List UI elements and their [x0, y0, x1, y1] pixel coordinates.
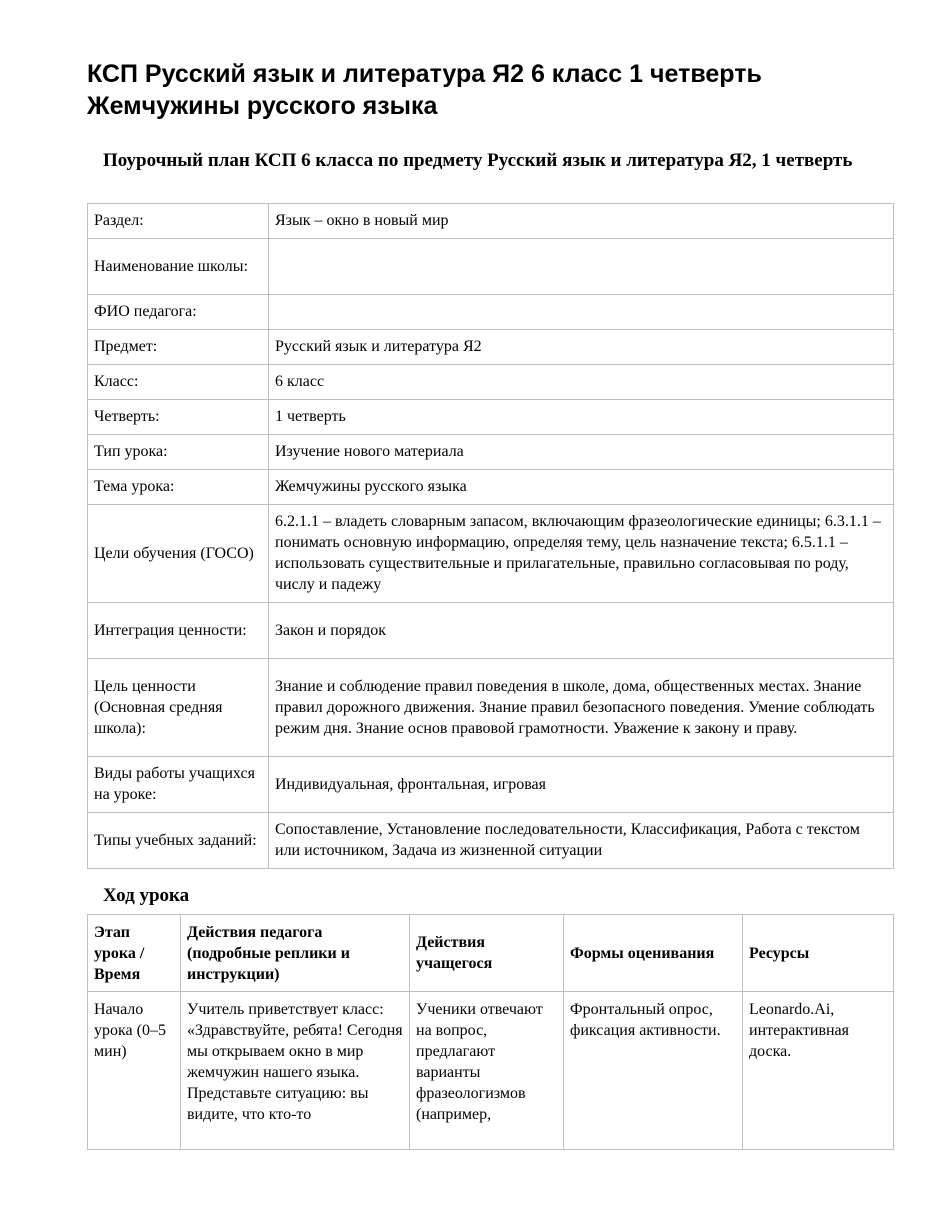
table-row — [88, 992, 894, 1150]
info-label: Предмет: — [88, 330, 269, 365]
info-value: Индивидуальная, фронтальная, игровая — [269, 757, 894, 813]
lesson-table-header-row — [88, 915, 894, 992]
info-label: Тип урока: — [88, 435, 269, 470]
info-value — [269, 239, 894, 295]
info-label: Цель ценности (Основная средняя школа): — [88, 659, 269, 757]
info-value: Сопоставление, Установление последовательности, Классификация, Работа с текстом или источником, Задача из жизненной ситуации — [269, 813, 894, 869]
info-value: Жемчужины русского языка — [269, 470, 894, 505]
info-label: Четверть: — [88, 400, 269, 435]
info-value: Язык – окно в новый мир — [269, 204, 894, 239]
info-value: Русский язык и литература Я2 — [269, 330, 894, 365]
resources-cell: Leonardo.Ai, интерактивная доска. — [743, 992, 894, 1150]
column-header-teacher-actions: Действия педагога (подробные реплики и инструкции) — [181, 915, 410, 992]
column-header-student-actions: Действия учащегося — [410, 915, 564, 992]
info-row-value-integration — [88, 603, 894, 659]
info-row-lesson-type — [88, 435, 894, 470]
info-row-task-types — [88, 813, 894, 869]
info-row-value-goal — [88, 659, 894, 757]
info-value: Изучение нового материала — [269, 435, 894, 470]
info-label: Интеграция ценности: — [88, 603, 269, 659]
column-header-resources: Ресурсы — [743, 915, 894, 992]
info-row-lesson-topic — [88, 470, 894, 505]
info-label: Виды работы учащихся на уроке: — [88, 757, 269, 813]
lesson-stage-cell: Начало урока (0–5 мин) — [88, 992, 181, 1150]
plan-heading: Поурочный план КСП 6 класса по предмету Русский язык и литература Я2, 1 четверть — [103, 150, 853, 171]
info-row-section — [88, 204, 894, 239]
info-label: Класс: — [88, 365, 269, 400]
info-row-work-types — [88, 757, 894, 813]
info-row-grade — [88, 365, 894, 400]
info-row-learning-goals — [88, 505, 894, 603]
info-label: Цели обучения (ГОСО) — [88, 505, 269, 603]
info-value: 6.2.1.1 – владеть словарным запасом, включающим фразеологические единицы; 6.3.1.1 – понимать основную информацию, определяя тему, цель назначение текста; 6.5.1.1 – использовать существительные и прилагательные, правильно согласовывая по роду, числу и падежу — [269, 505, 894, 603]
column-header-stage: Этап урока / Время — [88, 915, 181, 992]
info-row-subject — [88, 330, 894, 365]
info-row-school — [88, 239, 894, 295]
info-label: Наименование школы: — [88, 239, 269, 295]
info-label: Тема урока: — [88, 470, 269, 505]
column-header-assessment: Формы оценивания — [564, 915, 743, 992]
document-title-line-1: КСП Русский язык и литература Я2 6 класс 1 четверть — [87, 60, 762, 88]
info-label: ФИО педагога: — [88, 295, 269, 330]
info-value: Закон и порядок — [269, 603, 894, 659]
lesson-progress-heading: Ход урока — [103, 885, 190, 906]
document-title-line-2: Жемчужины русского языка — [87, 92, 438, 120]
assessment-cell: Фронтальный опрос, фиксация активности. — [564, 992, 743, 1150]
info-value — [269, 295, 894, 330]
student-actions-cell: Ученики отвечают на вопрос, предлагают варианты фразеологизмов (например, — [410, 992, 564, 1150]
info-row-teacher — [88, 295, 894, 330]
lesson-info-table — [87, 203, 894, 869]
info-value: Знание и соблюдение правил поведения в школе, дома, общественных местах. Знание правил дорожного движения. Знание правил безопасного поведения. Умение соблюдать режим дня. Знание основ правовой грамотности. Уважение к закону и праву. — [269, 659, 894, 757]
info-row-quarter — [88, 400, 894, 435]
info-label: Типы учебных заданий: — [88, 813, 269, 869]
teacher-actions-cell: Учитель приветствует класс: «Здравствуйте, ребята! Сегодня мы открываем окно в мир жемчужин нашего языка. Представьте ситуацию: вы видите, что кто-то — [181, 992, 410, 1150]
info-value: 6 класс — [269, 365, 894, 400]
info-value: 1 четверть — [269, 400, 894, 435]
info-label: Раздел: — [88, 204, 269, 239]
document-title — [87, 58, 887, 122]
lesson-progress-table — [87, 914, 894, 1150]
